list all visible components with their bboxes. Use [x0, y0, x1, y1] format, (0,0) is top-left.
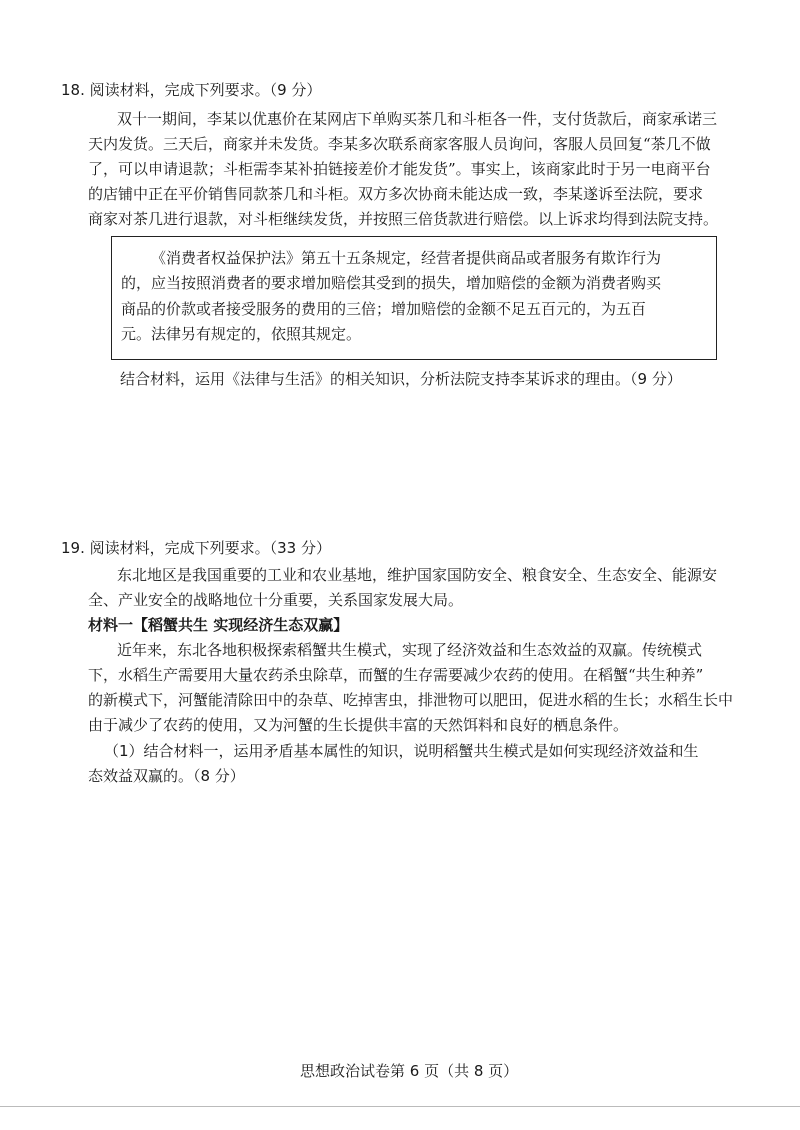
law-quote-line: 的，应当按照消费者的要求增加赔偿其受到的损失，增加赔偿的金额为消费者购买 [121, 274, 662, 292]
q18-paragraph-line: 双十一期间，李某以优惠价在某网店下单购买茶几和斗柜各一件，支付货款后，商家承诺三 [117, 110, 718, 128]
material-one-line: 近年来，东北各地积极探索稻蟹共生模式，实现了经济效益和生态效益的双赢。传统模式 [117, 641, 703, 659]
bottom-divider [0, 1106, 800, 1107]
q19-heading: 19. 阅读材料，完成下列要求。（33 分） [61, 539, 331, 557]
material-one-title: 材料一【稻蟹共生 实现经济生态双赢】 [88, 616, 349, 634]
material-one-line: 下，水稻生产需要用大量农药杀虫除草，而蟹的生存需要减少农药的使用。在稻蟹“共生种养” [88, 666, 704, 684]
q19-subtask-line: 态效益双赢的。（8 分） [88, 767, 245, 785]
page-footer: 思想政治试卷第 6 页（共 8 页） [300, 1062, 519, 1080]
law-quote-line: 《消费者权益保护法》第五十五条规定，经营者提供商品或者服务有欺诈行为 [151, 249, 662, 267]
q18-task: 结合材料，运用《法律与生活》的相关知识，分析法院支持李某诉求的理由。（9 分） [120, 370, 682, 388]
q18-paragraph-line: 天内发货。三天后，商家并未发货。李某多次联系商家客服人员询问，客服人员回复“茶几不做 [88, 135, 711, 153]
q19-intro-line: 全、产业安全的战略地位十分重要，关系国家发展大局。 [88, 591, 464, 609]
q18-heading: 18. 阅读材料，完成下列要求。（9 分） [61, 81, 322, 99]
material-one-line: 由于减少了农药的使用，又为河蟹的生长提供丰富的天然饵料和良好的栖息条件。 [88, 716, 629, 734]
q19-intro-line: 东北地区是我国重要的工业和农业基地，维护国家国防安全、粮食安全、生态安全、能源安 [117, 566, 718, 584]
q18-paragraph-line: 商家对茶几进行退款，对斗柜继续发货，并按照三倍货款进行赔偿。以上诉求均得到法院支持。 [88, 210, 719, 228]
material-one-line: 的新模式下，河蟹能清除田中的杂草、吃掉害虫，排泄物可以肥田，促进水稻的生长；水稻生长中 [88, 691, 734, 709]
q18-paragraph-line: 的店铺中正在平价销售同款茶几和斗柜。双方多次协商未能达成一致，李某遂诉至法院，要求 [88, 185, 704, 203]
law-quote-line: 元。法律另有规定的，依照其规定。 [121, 325, 362, 343]
q19-subtask-line: （1）结合材料一，运用矛盾基本属性的知识，说明稻蟹共生模式是如何实现经济效益和生 [104, 742, 699, 760]
q18-paragraph-line: 了，可以申请退款；斗柜需李某补拍链接差价才能发货”。事实上，该商家此时于另一电商平台 [88, 160, 711, 178]
law-quote-line: 商品的价款或者接受服务的费用的三倍；增加赔偿的金额不足五百元的，为五百 [121, 300, 647, 318]
